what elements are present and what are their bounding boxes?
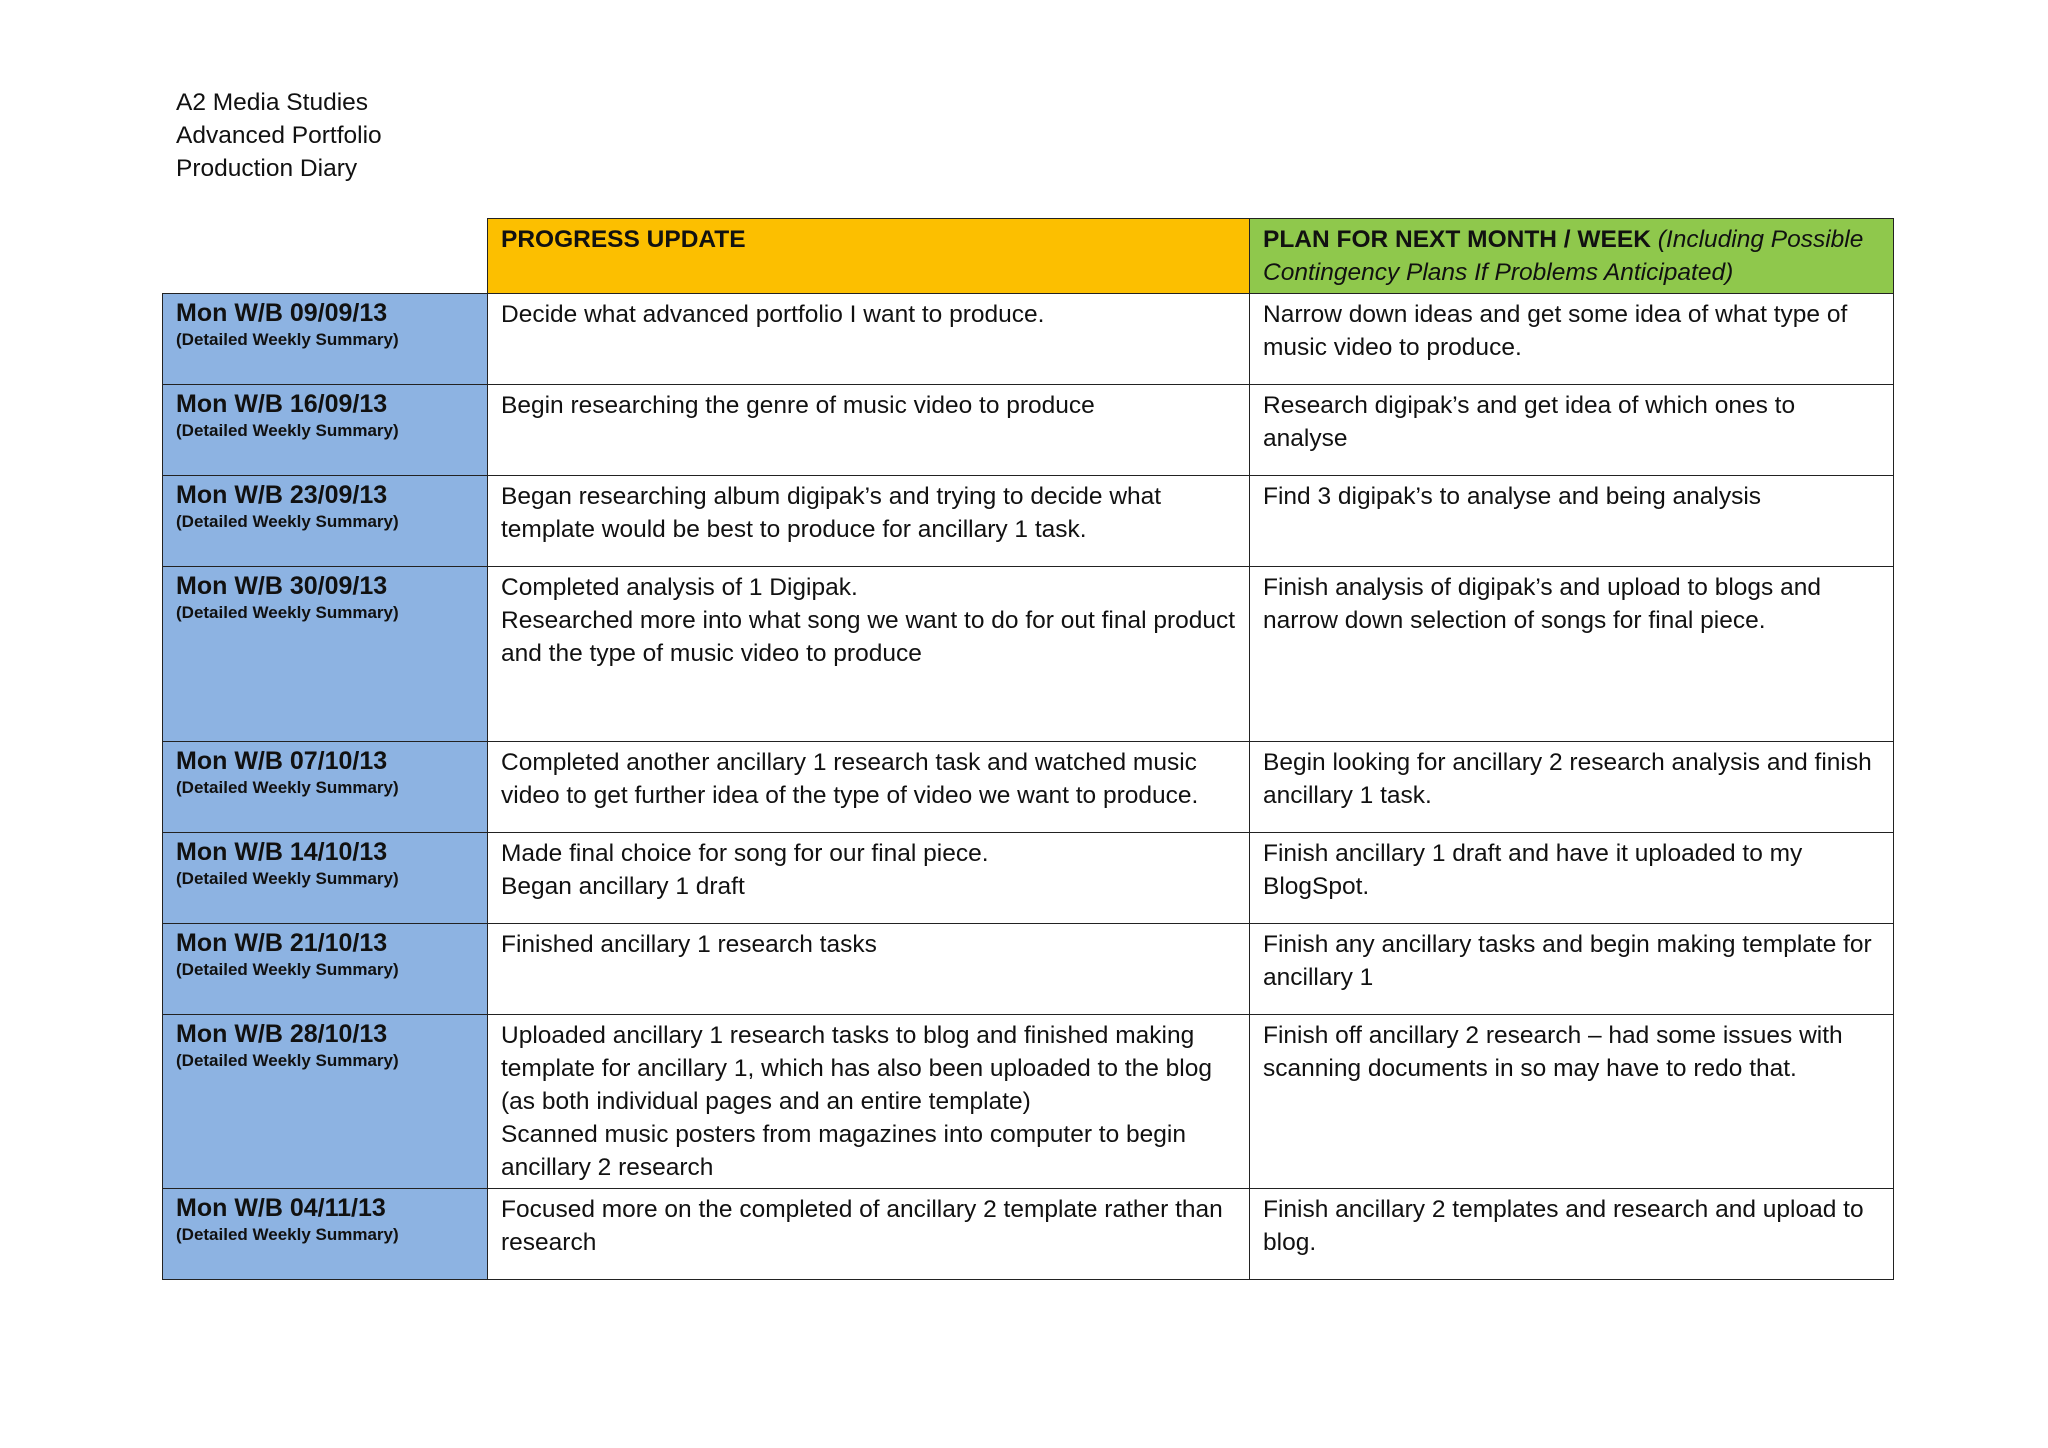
plan-cell: Finish ancillary 2 templates and research and upload to blog. bbox=[1250, 1189, 1894, 1280]
week-summary-label: (Detailed Weekly Summary) bbox=[176, 1051, 399, 1070]
week-label: Mon W/B 07/10/13 bbox=[176, 747, 388, 775]
table-row bbox=[163, 742, 1894, 833]
week-label: Mon W/B 30/09/13 bbox=[176, 572, 388, 600]
week-cell bbox=[163, 833, 488, 924]
plan-cell: Research digipak’s and get idea of which ones to analyse bbox=[1250, 385, 1894, 476]
week-summary-label: (Detailed Weekly Summary) bbox=[176, 1225, 399, 1244]
progress-cell: Uploaded ancillary 1 research tasks to blog and finished making template for ancillary 1, which has also been uploaded to the blog (as both individual pages and an entire template) Scanned music posters from magazines into computer to begin ancillary 2 research bbox=[488, 1015, 1250, 1189]
week-cell bbox=[163, 1189, 488, 1280]
progress-cell: Completed analysis of 1 Digipak. Researched more into what song we want to do for out final product and the type of music video to produce bbox=[488, 567, 1250, 742]
week-label: Mon W/B 16/09/13 bbox=[176, 390, 388, 418]
portfolio-title: Advanced Portfolio bbox=[176, 122, 382, 149]
progress-cell: Begin researching the genre of music video to produce bbox=[488, 385, 1250, 476]
week-cell bbox=[163, 385, 488, 476]
progress-cell: Decide what advanced portfolio I want to produce. bbox=[488, 294, 1250, 385]
progress-cell: Completed another ancillary 1 research task and watched music video to get further idea of the type of video we want to produce. bbox=[488, 742, 1250, 833]
table-header-row bbox=[163, 219, 1894, 294]
week-cell bbox=[163, 476, 488, 567]
plan-cell: Finish analysis of digipak’s and upload to blogs and narrow down selection of songs for final piece. bbox=[1250, 567, 1894, 742]
plan-next-header bbox=[1250, 219, 1894, 294]
week-summary-label: (Detailed Weekly Summary) bbox=[176, 512, 399, 531]
week-summary-label: (Detailed Weekly Summary) bbox=[176, 603, 399, 622]
plan-cell: Begin looking for ancillary 2 research analysis and finish ancillary 1 task. bbox=[1250, 742, 1894, 833]
table-row bbox=[163, 567, 1894, 742]
week-label: Mon W/B 28/10/13 bbox=[176, 1020, 388, 1048]
week-summary-label: (Detailed Weekly Summary) bbox=[176, 869, 399, 888]
progress-cell: Began researching album digipak’s and trying to decide what template would be best to produce for ancillary 1 task. bbox=[488, 476, 1250, 567]
progress-update-label: PROGRESS UPDATE bbox=[501, 226, 746, 253]
week-cell bbox=[163, 924, 488, 1015]
week-label: Mon W/B 09/09/13 bbox=[176, 299, 388, 327]
week-cell bbox=[163, 742, 488, 833]
week-label: Mon W/B 21/10/13 bbox=[176, 929, 388, 957]
week-cell bbox=[163, 1015, 488, 1189]
document-header bbox=[176, 86, 382, 185]
table-row bbox=[163, 924, 1894, 1015]
table-row bbox=[163, 1189, 1894, 1280]
progress-cell: Made final choice for song for our final piece. Began ancillary 1 draft bbox=[488, 833, 1250, 924]
table-row bbox=[163, 476, 1894, 567]
week-summary-label: (Detailed Weekly Summary) bbox=[176, 960, 399, 979]
course-title: A2 Media Studies bbox=[176, 89, 369, 116]
plan-cell: Finish ancillary 1 draft and have it uploaded to my BlogSpot. bbox=[1250, 833, 1894, 924]
week-label: Mon W/B 14/10/13 bbox=[176, 838, 388, 866]
week-summary-label: (Detailed Weekly Summary) bbox=[176, 330, 399, 349]
plan-cell: Narrow down ideas and get some idea of what type of music video to produce. bbox=[1250, 294, 1894, 385]
plan-cell: Finish any ancillary tasks and begin making template for ancillary 1 bbox=[1250, 924, 1894, 1015]
week-cell bbox=[163, 567, 488, 742]
table-row bbox=[163, 1015, 1894, 1189]
week-summary-label: (Detailed Weekly Summary) bbox=[176, 421, 399, 440]
week-cell bbox=[163, 294, 488, 385]
progress-cell: Focused more on the completed of ancillary 2 template rather than research bbox=[488, 1189, 1250, 1280]
plan-next-label: PLAN FOR NEXT MONTH / WEEK bbox=[1263, 226, 1651, 253]
week-label: Mon W/B 04/11/13 bbox=[176, 1194, 386, 1222]
progress-update-header bbox=[488, 219, 1250, 294]
plan-cell: Find 3 digipak’s to analyse and being analysis bbox=[1250, 476, 1894, 567]
diary-title: Production Diary bbox=[176, 155, 358, 182]
table-row bbox=[163, 294, 1894, 385]
production-diary-table bbox=[162, 218, 1894, 1280]
plan-next-note: (Including Possible Contingency Plans If Problems Anticipated) bbox=[1263, 226, 1864, 286]
table-row bbox=[163, 833, 1894, 924]
header-blank-cell bbox=[163, 219, 488, 294]
week-summary-label: (Detailed Weekly Summary) bbox=[176, 778, 399, 797]
progress-cell: Finished ancillary 1 research tasks bbox=[488, 924, 1250, 1015]
table-row bbox=[163, 385, 1894, 476]
week-label: Mon W/B 23/09/13 bbox=[176, 481, 388, 509]
plan-cell: Finish off ancillary 2 research – had some issues with scanning documents in so may have to redo that. bbox=[1250, 1015, 1894, 1189]
